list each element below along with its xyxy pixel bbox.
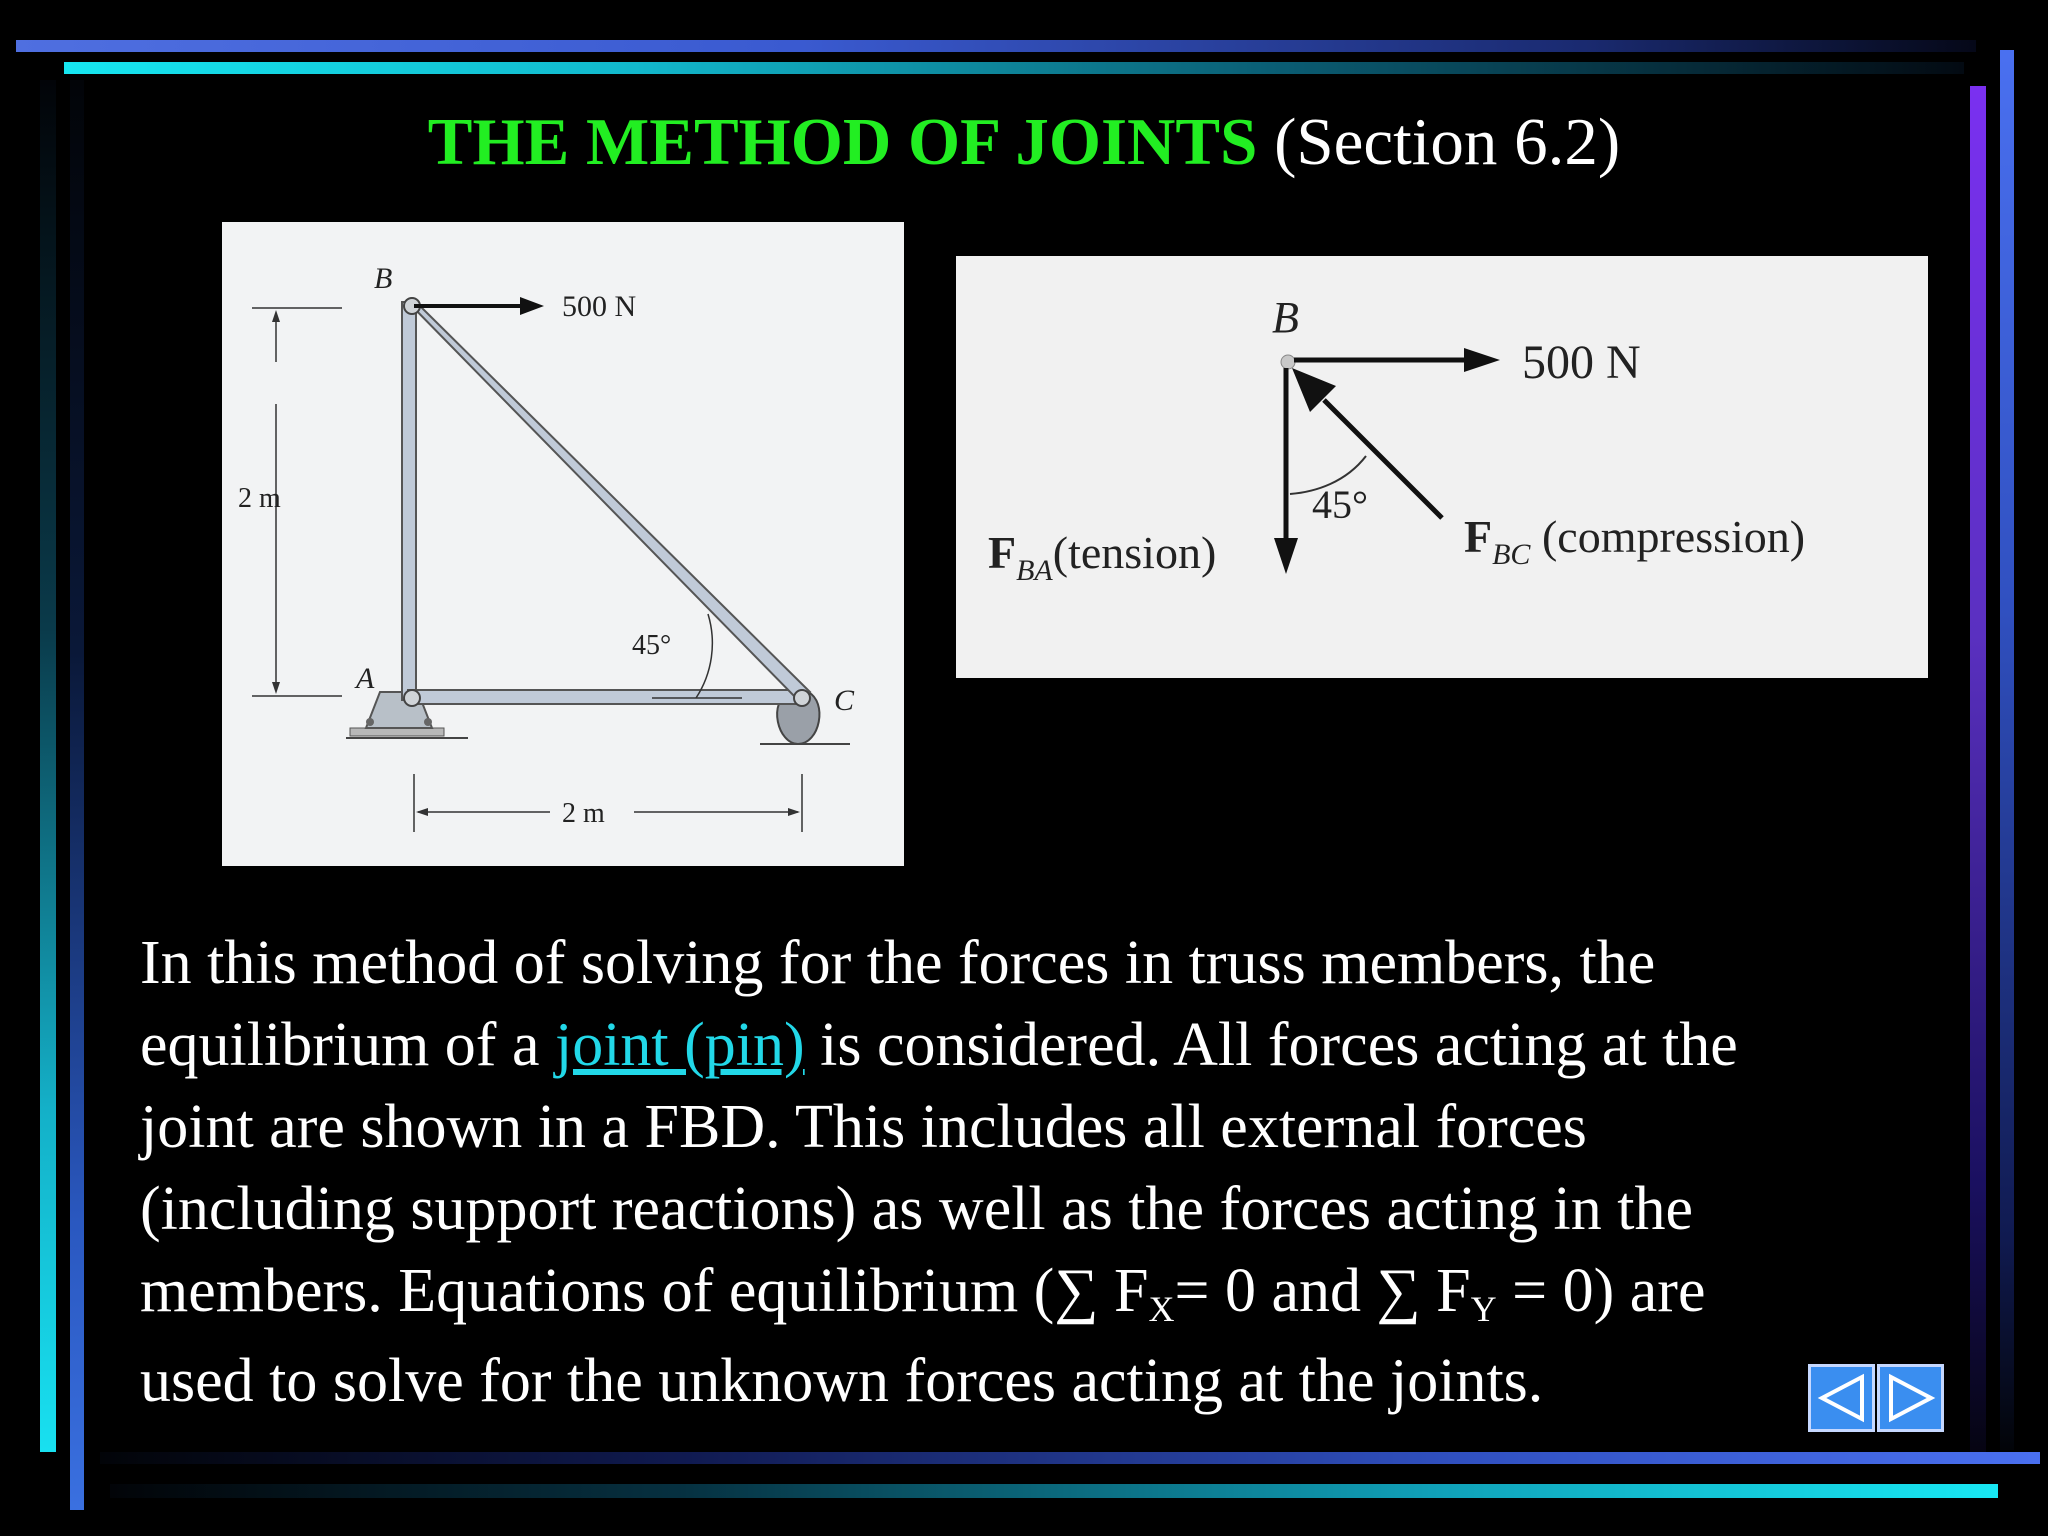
load-arrow <box>414 297 544 315</box>
body-line: members. Equations of equilibrium (∑ $F_X= 0$ and ∑ $F_Y = 0$) are <box>140 1257 1706 1329</box>
truss-figure <box>222 222 904 866</box>
pin-c <box>794 690 810 706</box>
triangle-right-icon <box>1885 1373 1937 1423</box>
decorative-bar-top <box>16 40 1976 52</box>
body-line: used to solve for the unknown forces acting at the joints. <box>140 1347 1544 1415</box>
triangle-left-icon <box>1816 1373 1868 1423</box>
slide-title <box>0 102 2048 182</box>
pin-a <box>404 690 420 706</box>
fbd-angle-label: 45° <box>1312 482 1368 527</box>
joint-pin-link[interactable]: joint (pin) <box>554 1011 805 1079</box>
joint-c-label: C <box>834 684 855 717</box>
fbd-load-label: 500 N <box>1522 336 1641 389</box>
load-label: 500 N <box>562 290 637 323</box>
decorative-bar-bottom-blue <box>100 1452 2040 1464</box>
decorative-bar-right-purple <box>1970 86 1986 1458</box>
body-line: equilibrium of a joint (pin) is considered. All forces acting at the <box>140 1011 1738 1079</box>
width-dimension <box>414 774 802 832</box>
next-slide-button[interactable] <box>1877 1364 1944 1432</box>
decorative-bar-top-cyan <box>64 62 1964 74</box>
body-line: joint are shown in a FBD. This includes all external forces <box>140 1093 1587 1161</box>
decorative-bar-bottom-cyan <box>110 1484 1998 1498</box>
angle-arc <box>696 614 712 698</box>
decorative-bar-left-cyan <box>40 80 56 1452</box>
width-dim-label: 2 m <box>562 798 605 829</box>
fbd-joint-label: B <box>1272 293 1299 342</box>
truss-drawing <box>222 222 904 866</box>
height-dim-label: 2 m <box>238 483 281 514</box>
truss-members <box>402 300 810 704</box>
joint-b-label: B <box>374 262 393 295</box>
joint-a-label: A <box>356 662 375 695</box>
fba-label: $F_{BA}(tension)$ <box>988 527 1217 587</box>
decorative-bar-right-blue <box>2000 50 2014 1450</box>
fbd-figure <box>956 256 1928 678</box>
joint-b-pin <box>1281 355 1295 369</box>
title-main: THE METHOD OF JOINTS <box>427 105 1258 179</box>
fba-arrow <box>1274 368 1298 574</box>
fbd-load-arrow <box>1294 348 1500 372</box>
slide-navigation <box>1808 1364 1946 1434</box>
angle-label: 45° <box>632 630 672 661</box>
title-section: (Section 6.2) <box>1274 105 1621 179</box>
fbc-label: $F_{BC}$ (compression) <box>1464 511 1806 571</box>
previous-slide-button[interactable] <box>1808 1364 1875 1432</box>
body-paragraph <box>140 922 1960 1422</box>
body-line: (including support reactions) as well as the forces acting in the <box>140 1175 1693 1243</box>
body-line: In this method of solving for the forces in truss members, the <box>140 929 1656 997</box>
decorative-bar-left-blue <box>70 80 84 1510</box>
fbd-drawing <box>956 256 1928 678</box>
